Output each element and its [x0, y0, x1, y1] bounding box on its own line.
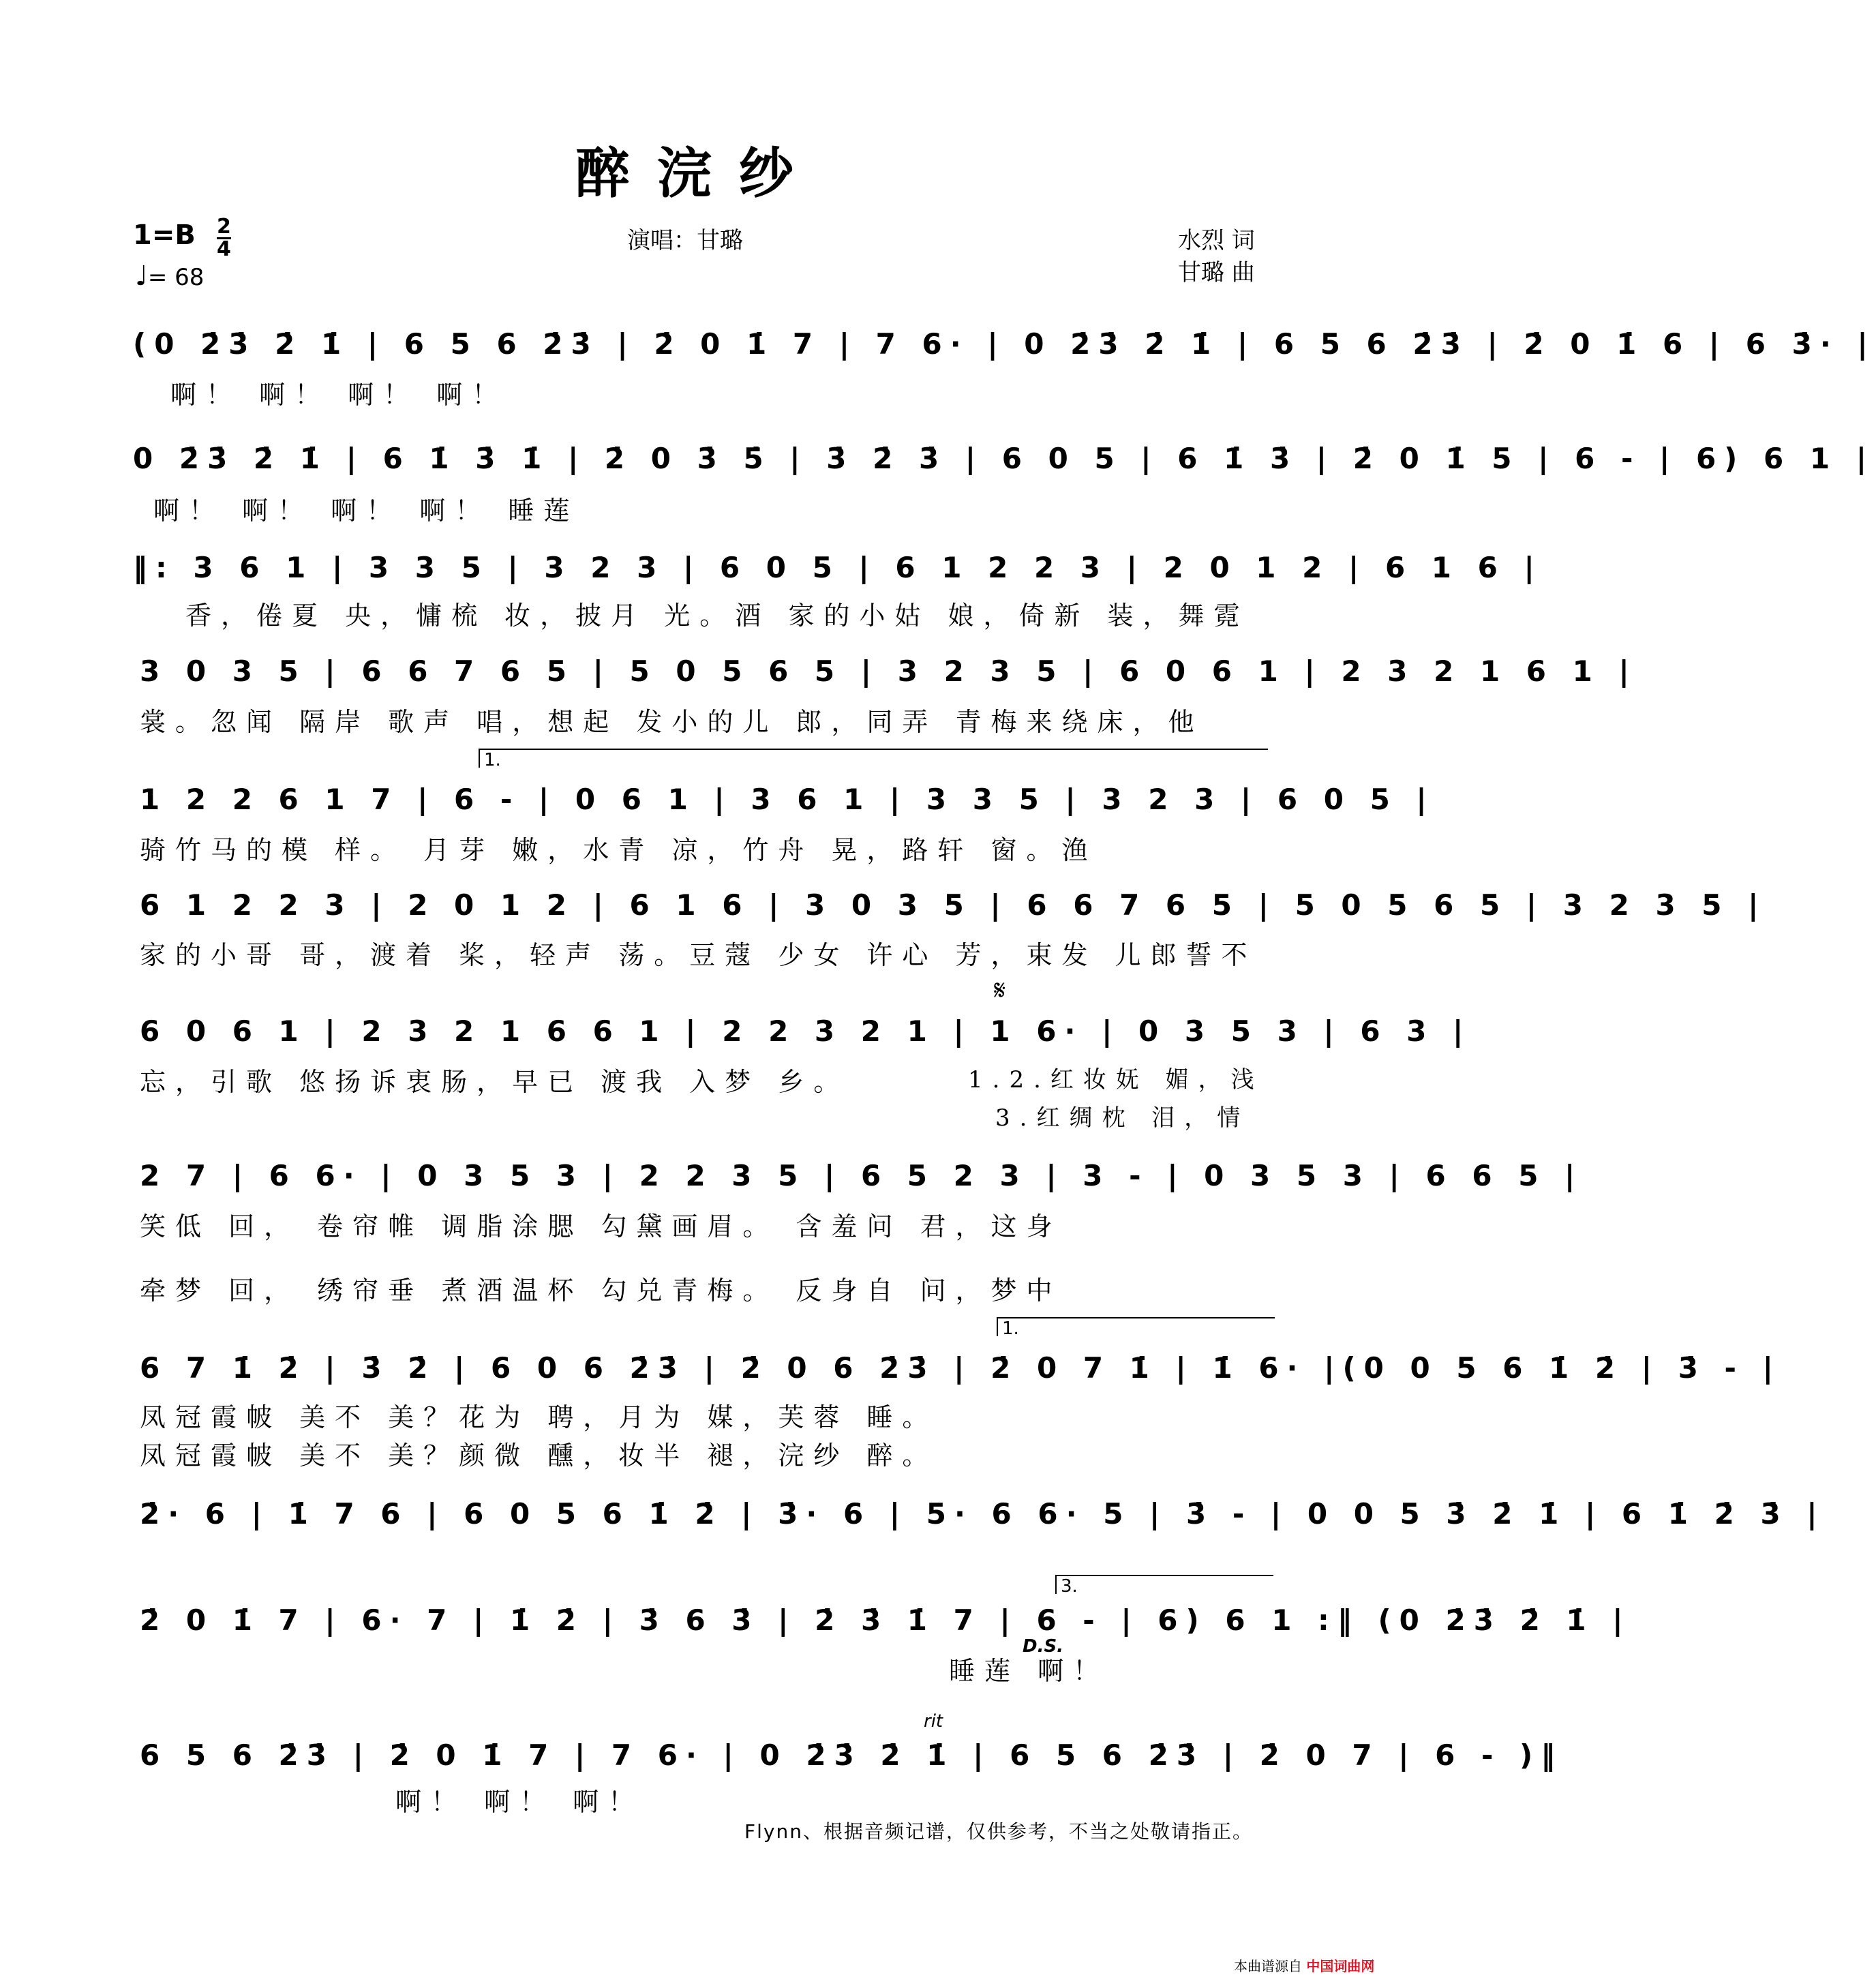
- notation-line: ‖: 3 6 1 | 3 3 5 | 3 2 3 | 6 0 5 | 6 1 2 2 3 | 2 0 1 2 | 6 1 6 |: [133, 551, 1543, 584]
- lyric-line: 凤冠霞帔 美不 美？花为 聘，月为 媒，芙蓉 睡。: [140, 1402, 938, 1432]
- lyric-line: 家的小哥 哥，渡着 桨，轻声 荡。豆蔻 少女 许心 芳，束发 儿郎誓不: [140, 940, 1257, 970]
- notation-line: (0 2̇3̇ 2̇ 1̇ | 6 5 6 2̇3̇ | 2̇ 0 1̇ 7 | 7 6· | 0 2̇3̇ 2̇ 1̇ | 6 5 6 2̇3̇ | 2̇ 0 1̇ 6 | 6 3̇· |: [133, 327, 1876, 361]
- ritardando-marking: rit: [924, 1711, 943, 1732]
- singer-credit: 演唱：甘璐: [627, 227, 743, 254]
- source-credit: [1234, 1955, 1374, 1975]
- lyric-line: 睡莲 啊！: [949, 1656, 1109, 1686]
- lyric-line: 笑低 回， 卷帘帷 调脂涂腮 勾黛画眉。 含羞问 君，这身: [140, 1211, 1062, 1241]
- time-signature-top: 2: [217, 215, 231, 239]
- dal-segno-marking: D.S.: [1023, 1636, 1064, 1657]
- quarter-note-icon: ♩: [135, 260, 148, 292]
- lyric-verse-b: 3.红绸枕 泪，情: [995, 1104, 1250, 1132]
- notation-line: 2 7 | 6 6· | 0 3 5 3 | 2 2 3 5 | 6 5 2 3 | 3 - | 0 3 5 3 | 6 6 5 |: [140, 1159, 1584, 1192]
- key-signature: 1=B: [133, 220, 196, 251]
- transcriber-note: Flynn、根据音频记谱，仅供参考，不当之处敬请指正。: [744, 1820, 1253, 1843]
- site-logo: 中国词曲网: [1306, 1958, 1375, 1974]
- notation-line: 6 7 1̇ 2̇ | 3̇ 2̇ | 6 0 6 2̇3̇ | 2̇ 0 6 2̇3̇ | 2̇ 0 7 1̇ | 1̇ 6· |(0 0 5 6 1̇ 2̇ | 3̇ - |: [140, 1351, 1781, 1385]
- source-label: 本曲谱源自: [1234, 1958, 1302, 1974]
- lyric-line: 香，倦夏 央，慵梳 妆，披月 光。酒 家的小姑 娘，倚新 装，舞霓: [185, 601, 1250, 631]
- lyric-line: 啊！ 啊！ 啊！: [395, 1787, 644, 1817]
- first-ending-bracket: 1.: [479, 749, 1268, 768]
- lyric-line: 裳。忽闻 隔岸 歌声 唱，想起 发小的儿 郎，同弄 青梅来绕床，他: [140, 707, 1204, 737]
- lyric-line: 骑竹马的模 样。 月芽 嫩，水青 凉，竹舟 晃，路轩 窗。渔: [140, 835, 1098, 865]
- notation-line: 6 0 6 1 | 2 3 2 1 6 6 1 | 2 2 3 2 1 | 1 6· | 0 3 5 3 | 6 3 |: [140, 1014, 1472, 1048]
- first-ending-bracket: 1.: [997, 1317, 1275, 1336]
- notation-line: 2̇ 0 1̇ 7 | 6· 7 | 1̇ 2̇ | 3̇ 6 3̇ | 2̇ 3̇ 1̇ 7 | 6 - | 6) 6 1 :‖ (0 2̇3̇ 2̇ 1̇ |: [140, 1603, 1631, 1637]
- lyric-verse-a: 1.2.红妆妩 媚，浅: [968, 1066, 1264, 1094]
- page-title: 醉浣纱: [575, 141, 821, 205]
- lyric-line: 啊！ 啊！ 啊！ 啊！: [170, 380, 508, 410]
- tempo-marking: [135, 260, 204, 292]
- notation-line: 6 5 6 2̇3̇ | 2̇ 0 1̇ 7 | 7 6· | 0 2̇3̇ 2̇ 1̇ | 6 5 6 2̇3̇ | 2̇ 0 7 | 6 - )‖: [140, 1738, 1564, 1772]
- lyric-line: 啊！ 啊！ 啊！ 啊！ 睡莲: [153, 496, 579, 526]
- lyricist-credit: 水烈 词: [1178, 227, 1255, 254]
- notation-line: 2̇· 6 | 1̇ 7 6 | 6 0 5 6 1̇ 2̇ | 3̇· 6 | 5· 6 6· 5 | 3̇ - | 0 0 5 3̇ 2̇ 1̇ | 6 1̇ 2̇ 3̇ |: [140, 1497, 1826, 1531]
- notation-line: 1 2 2 6 1 7 | 6 - | 0 6 1 | 3 6 1 | 3 3 5 | 3 2 3 | 6 0 5 |: [140, 783, 1435, 816]
- lyric-line-2: 凤冠霞帔 美不 美？颜微 醺，妆半 褪，浣纱 醉。: [140, 1441, 938, 1471]
- segno-icon: 𝄋: [994, 975, 1006, 1006]
- notation-line: 0 2̇3̇ 2̇ 1̇ | 6 1̇ 3̇ 1̇ | 2̇ 0 3̇ 5̇ | 3̇ 2̇ 3̇ | 6 0 5 | 6 1̇ 3̇ | 2̇ 0 1̇ 5 | 6 - | 6) 6 1 |: [133, 442, 1875, 475]
- notation-line: 3 0 3 5 | 6 6 7 6 5 | 5 0 5 6 5 | 3 2 3 5 | 6 0 6 1 | 2 3 2 1 6 1 |: [140, 654, 1637, 688]
- time-signature: [217, 217, 231, 260]
- third-ending-bracket: 3.: [1055, 1575, 1273, 1594]
- composer-credit: 甘璐 曲: [1178, 259, 1255, 286]
- notation-line: 6 1 2 2 3 | 2 0 1 2 | 6 1 6 | 3 0 3 5 | 6 6 7 6 5 | 5 0 5 6 5 | 3 2 3 5 |: [140, 888, 1767, 922]
- lyric-line-2: 牵梦 回， 绣帘垂 煮酒温杯 勾兑青梅。 反身自 问，梦中: [140, 1276, 1062, 1306]
- lyric-line: 忘，引歌 悠扬诉衷肠，早已 渡我 入梦 乡。: [140, 1067, 849, 1097]
- time-signature-bottom: 4: [217, 237, 231, 261]
- tempo-value: = 68: [147, 264, 205, 291]
